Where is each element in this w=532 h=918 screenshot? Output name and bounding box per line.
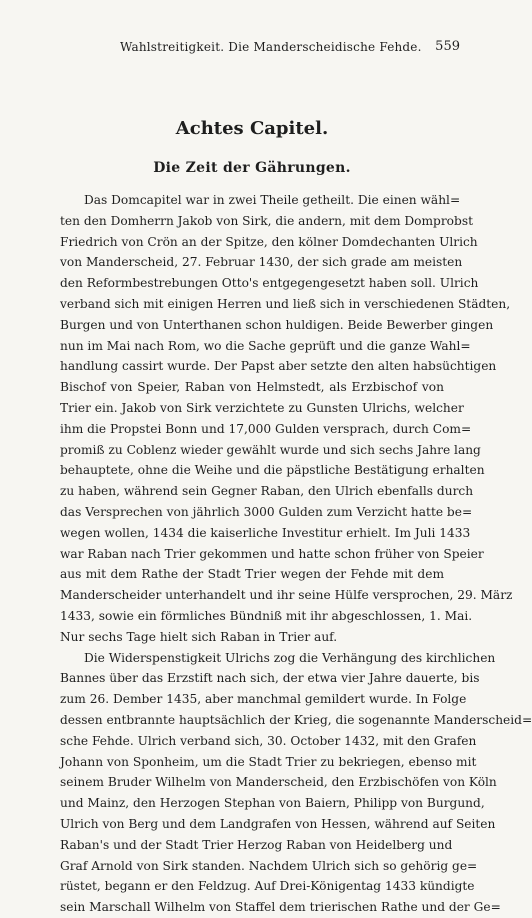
text-line: Bischof von Speier, Raban von Helmstedt, als Erzbischof von <box>60 380 444 395</box>
text-line: Burgen und von Unterthanen schon huldigen. Beide Bewerber gingen <box>60 317 494 332</box>
chapter-title: Achtes Capitel. <box>175 118 329 139</box>
text-line: verband sich mit einigen Herren und ließ sich in verschiedenen Städten, <box>60 296 511 311</box>
text-line: nun im Mai nach Rom, wo die Sache geprüft und die ganze Wahl= <box>60 338 471 353</box>
text-line: Die Widerspenstigkeit Ulrichs zog die Verhängung des kirchlichen <box>84 650 496 665</box>
text-line: Friedrich von Crön an der Spitze, den kölner Domdechanten Ulrich <box>60 234 478 249</box>
text-line: seinem Bruder Wilhelm von Manderscheid, den Erzbischöfen von Köln <box>60 775 497 790</box>
text-line: war Raban nach Trier gekommen und hatte schon früher von Speier <box>60 546 484 561</box>
text-line: rüstet, begann er den Feldzug. Auf Drei-Königentag 1433 kündigte <box>60 879 475 894</box>
body-text <box>60 190 532 918</box>
text-line: Nur sechs Tage hielt sich Raban in Trier auf. <box>60 629 338 644</box>
text-line: ihm die Propstei Bonn und 17,000 Gulden versprach, durch Com= <box>60 421 472 436</box>
text-line: zu haben, während sein Gegner Raban, den Ulrich ebenfalls durch <box>60 484 474 499</box>
text-line: das Versprechen von jährlich 3000 Gulden zum Verzicht hatte be= <box>60 504 473 519</box>
text-line: dessen entbrannte hauptsächlich der Krieg, die sogenannte Manderscheid= <box>60 712 532 727</box>
text-line: den Reformbestrebungen Otto's entgegengesetzt haben soll. Ulrich <box>60 276 479 291</box>
page-number: 559 <box>435 39 460 54</box>
text-line: ten den Domherrn Jakob von Sirk, die andern, mit dem Domprobst <box>60 213 473 228</box>
text-line: sche Fehde. Ulrich verband sich, 30. October 1432, mit den Grafen <box>60 733 477 748</box>
text-line: Johann von Sponheim, um die Stadt Trier zu bekriegen, ebenso mit <box>60 754 477 769</box>
text-line: wegen wollen, 1434 die kaiserliche Investitur erhielt. Im Juli 1433 <box>60 525 471 540</box>
text-line: Ulrich von Berg und dem Landgrafen von Hessen, während auf Seiten <box>60 816 496 831</box>
text-line: promiß zu Coblenz wieder gewählt wurde und sich sechs Jahre lang <box>60 442 481 457</box>
text-line: sein Marschall Wilhelm von Staffel dem trierischen Rathe und der Ge= <box>60 900 501 915</box>
text-line: handlung cassirt wurde. Der Papst aber setzte den alten habsüchtigen <box>60 359 497 374</box>
text-line: und Mainz, den Herzogen Stephan von Baiern, Philipp von Burgund, <box>60 796 485 811</box>
text-line: behauptete, ohne die Weihe und die päpstliche Bestätigung erhalten <box>60 463 485 478</box>
text-line: zum 26. Dember 1435, aber manchmal gemildert wurde. In Folge <box>60 692 467 707</box>
text-line: Bannes über das Erzstift nach sich, der etwa vier Jahre dauerte, bis <box>60 671 480 686</box>
text-line: Trier ein. Jakob von Sirk verzichtete zu Gunsten Ulrichs, welcher <box>60 400 464 415</box>
text-line: von Manderscheid, 27. Februar 1430, der sich grade am meisten <box>60 255 463 270</box>
text-line: Das Domcapitel war in zwei Theile getheilt. Die einen wähl= <box>84 193 461 207</box>
text-line: aus mit dem Rathe der Stadt Trier wegen der Fehde mit dem <box>60 567 444 582</box>
section-title: Die Zeit der Gährungen. <box>153 160 351 176</box>
text-line: Raban's und der Stadt Trier Herzog Raban von Heidelberg und <box>60 837 453 852</box>
running-head: Wahlstreitigkeit. Die Manderscheidische Fehde. <box>120 40 422 54</box>
text-line: Manderscheider unterhandelt und ihr seine Hülfe versprochen, 29. März <box>60 588 513 603</box>
text-line: Graf Arnold von Sirk standen. Nachdem Ulrich sich so gehörig ge= <box>60 858 478 873</box>
text-line: 1433, sowie ein förmliches Bündniß mit ihr abgeschlossen, 1. Mai. <box>60 608 473 623</box>
